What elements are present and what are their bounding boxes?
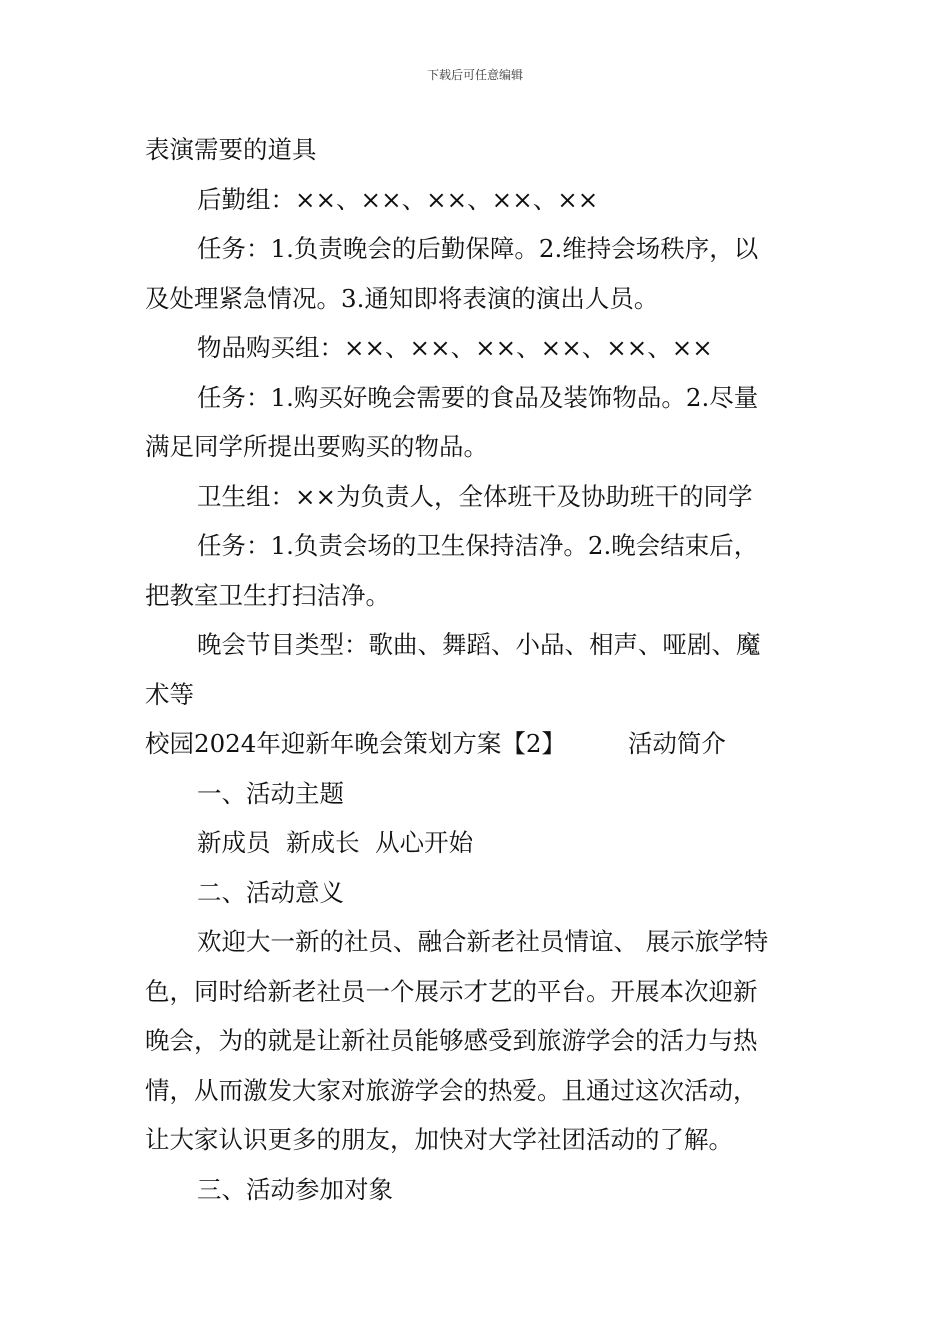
paragraph-line: 晚会，为的就是让新社员能够感受到旅游学会的活力与热 <box>145 1026 758 1055</box>
paragraph-line: 满足同学所提出要购买的物品。 <box>145 432 488 461</box>
paragraph-line: 任务：1.负责会场的卫生保持洁净。2.晚会结束后， <box>197 531 759 560</box>
paragraph-line: 把教室卫生打扫洁净。 <box>145 580 390 610</box>
paragraph-line: 卫生组：××为负责人，全体班干及协助班干的同学 <box>197 481 753 511</box>
paragraph-line: 欢迎大一新的社员、融合新老社员情谊、 展示旅学特 <box>197 927 769 956</box>
paragraph-line: 任务：1.购买好晚会需要的食品及装饰物品。2.尽量 <box>197 382 759 412</box>
paragraph-line: 晚会节目类型：歌曲、舞蹈、小品、相声、哑剧、魔 <box>197 630 761 659</box>
paragraph-line: 表演需要的道具 <box>145 135 317 164</box>
paragraph-line: 后勤组：××、××、××、××、×× <box>197 184 599 214</box>
document-body <box>145 125 810 1214</box>
theme-line: 新成员 新成长 从心开始 <box>197 828 474 857</box>
section-title: 校园2024年迎新年晚会策划方案【2】 <box>145 729 566 758</box>
page-header-note: 下载后可任意编辑 <box>426 68 523 82</box>
section-heading <box>145 719 810 769</box>
heading-line: 二、活动意义 <box>197 877 344 907</box>
heading-line: 三、活动参加对象 <box>197 1174 393 1204</box>
paragraph-line: 让大家认识更多的朋友，加快对大学社团活动的了解。 <box>145 1125 733 1154</box>
paragraph-line: 情，从而激发大家对旅游学会的热爱。且通过这次活动， <box>145 1075 758 1105</box>
paragraph-line: 任务：1.负责晚会的后勤保障。2.维持会场秩序，以 <box>197 234 759 263</box>
section-subtitle: 活动简介 <box>627 729 726 758</box>
paragraph-line: 色，同时给新老社员一个展示才艺的平台。开展本次迎新 <box>145 976 758 1006</box>
paragraph-line: 物品购买组：××、××、××、××、××、×× <box>197 333 713 362</box>
heading-line: 一、活动主题 <box>197 778 344 808</box>
paragraph-line: 及处理紧急情况。3.通知即将表演的演出人员。 <box>145 283 659 313</box>
paragraph-line: 术等 <box>145 679 194 709</box>
